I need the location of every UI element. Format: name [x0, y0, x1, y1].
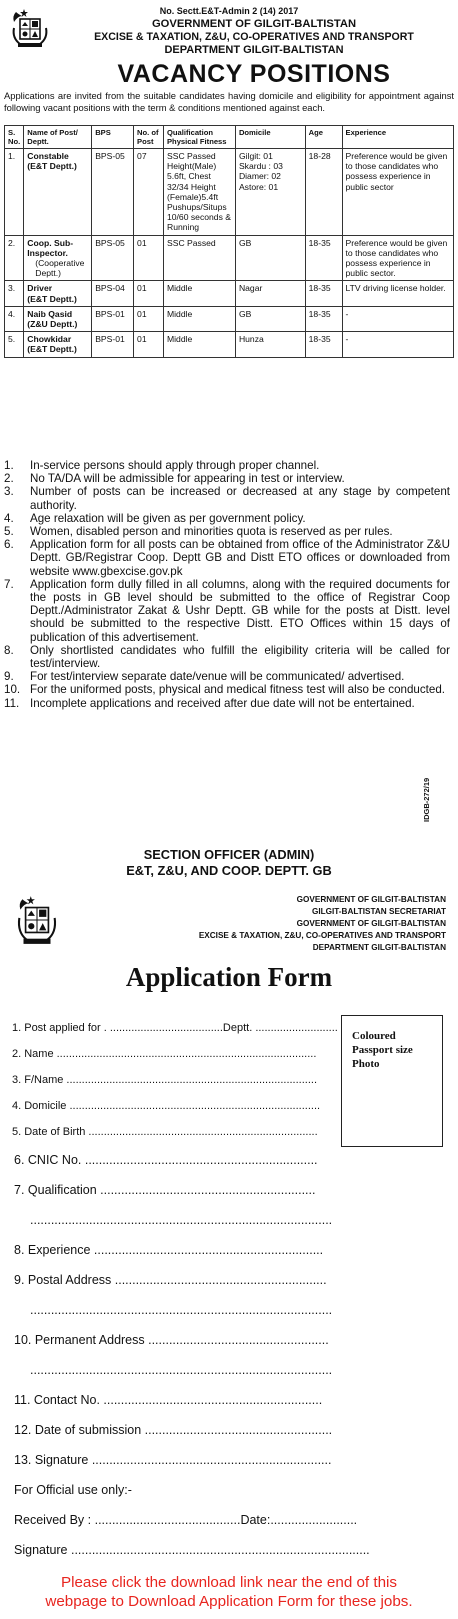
list-item: [4, 525, 450, 538]
note-number: 2.: [4, 472, 14, 486]
list-item: [4, 644, 450, 670]
ad-code-text: IDGB-272/19: [422, 777, 431, 822]
form-field-domicile[interactable]: 4. Domicile ..................................................................................: [12, 1100, 321, 1112]
form-header-department-location: DEPARTMENT GILGIT-BALTISTAN: [312, 943, 446, 952]
note-number: 10.: [4, 683, 21, 697]
row-experience: -: [342, 306, 453, 331]
form-field-official-signature[interactable]: Signature ......................................................................................: [14, 1543, 370, 1557]
list-item: [4, 459, 450, 472]
list-item: [4, 578, 450, 644]
photo-label: Coloured Passport size Photo: [352, 1030, 413, 1070]
form-field-dob[interactable]: 5. Date of Birth ...........................................................................: [12, 1126, 318, 1138]
post-department: (E&T Deptt.): [27, 293, 77, 304]
note-text: No TA/DA will be admissible for appearing in test or interview.: [30, 472, 345, 486]
row-experience: Preference would be given to those candidates who possess experience in public sector: [342, 149, 453, 236]
column-header: No. of Post: [134, 126, 164, 149]
application-form-title: Application Form: [125, 962, 333, 992]
row-num-posts: 01: [134, 281, 164, 306]
note-number: 5.: [4, 525, 14, 539]
row-domicile: GB: [235, 306, 305, 331]
note-number: 3.: [4, 485, 14, 499]
note-number: 9.: [4, 670, 14, 684]
gb-emblem-icon: [14, 893, 60, 947]
form-header-government: GOVERNMENT OF GILGIT-BALTISTAN: [296, 895, 446, 904]
column-header: Domicile: [235, 126, 305, 149]
row-age: 18-35: [305, 332, 342, 357]
row-sno: 2.: [5, 235, 24, 281]
column-header: S. No.: [5, 126, 24, 149]
table-row: [5, 235, 454, 281]
form-field-fname[interactable]: 3. F/Name ..................................................................................: [12, 1074, 318, 1086]
list-item: [4, 697, 450, 710]
row-sno: 3.: [5, 281, 24, 306]
form-field-postal-address-cont[interactable]: .......................................................................................: [30, 1303, 333, 1317]
download-notice-line-2: webpage to Download Application Form for these jobs.: [45, 1593, 413, 1610]
row-sno: 1.: [5, 149, 24, 236]
notes-list: [4, 459, 450, 710]
post-name: Driver: [27, 283, 53, 294]
photo-box: [341, 1015, 443, 1147]
row-domicile: Hunza: [235, 332, 305, 357]
row-sno: 4.: [5, 306, 24, 331]
row-experience: -: [342, 332, 453, 357]
post-name: Constable: [27, 151, 69, 161]
note-text: Application form for all posts can be obtained from office of the Administrator Z&U Deptt. GB/Registrar Coop. Deptt GB and Distt ETO offices or downloaded from website www.gbexcise.gov.pk: [30, 538, 450, 578]
header-department-location: DEPARTMENT GILGIT-BALTISTAN: [164, 44, 344, 56]
reference-number: No. Sectt.E&T-Admin 2 (14) 2017: [159, 6, 299, 16]
form-field-qualification-cont[interactable]: .......................................................................................: [30, 1213, 333, 1227]
form-field-permanent-address[interactable]: 10. Permanent Address ....................................................: [14, 1333, 329, 1347]
note-number: 6.: [4, 538, 14, 552]
table-row: [5, 149, 454, 236]
list-item: [4, 485, 450, 511]
row-bps: BPS-01: [92, 306, 134, 331]
list-item: [4, 670, 450, 683]
note-number: 1.: [4, 459, 14, 472]
column-header: Qualification Physical Fitness: [163, 126, 235, 149]
header-department: EXCISE & TAXATION, Z&U, CO-OPERATIVES AND TRANSPORT: [94, 31, 414, 43]
page-title: VACANCY POSITIONS: [117, 60, 391, 88]
row-num-posts: 01: [134, 332, 164, 357]
list-item: [4, 538, 450, 578]
row-num-posts: 01: [134, 235, 164, 281]
row-bps: BPS-04: [92, 281, 134, 306]
form-field-post[interactable]: 1. Post applied for . .....................................Deptt. ...........................: [12, 1022, 338, 1034]
row-qualification: Middle: [163, 306, 235, 331]
row-age: 18-35: [305, 281, 342, 306]
note-text: For the uniformed posts, physical and medical fitness test will also be conducted.: [30, 683, 446, 697]
column-header: Name of Post/ Deptt.: [24, 126, 92, 149]
row-domicile: Gilgit: 01 Skardu : 03 Diamer: 02 Astore: 01: [235, 149, 305, 236]
form-header-government-2: GOVERNMENT OF GILGIT-BALTISTAN: [296, 919, 446, 928]
post-department: (E&T Deptt.): [27, 344, 77, 355]
row-experience: Preference would be given to those candidates who possess experience in public sector.: [342, 235, 453, 281]
row-age: 18-28: [305, 149, 342, 236]
note-text: Application form dully filled in all columns, along with the required documents for the posts in GB level should be submitted to the office of Registrar Coop Deptt./Administrator Zakat & Ushr Deptt. GB while for the posts at Distt. level should be submitted to the respective Distt. ETO Offices within 15 days of publication of this advertisement.: [30, 577, 450, 644]
signature-title: SECTION OFFICER (ADMIN): [143, 847, 315, 862]
row-bps: BPS-05: [92, 149, 134, 236]
header-government: GOVERNMENT OF GILGIT-BALTISTAN: [151, 18, 357, 30]
form-field-contact[interactable]: 11. Contact No. ...............................................................: [14, 1393, 323, 1407]
row-post: [24, 235, 92, 281]
post-department: (E&T Deptt.): [27, 161, 77, 172]
row-post: [24, 306, 92, 331]
table-header-row: [5, 126, 454, 149]
form-field-postal-address[interactable]: 9. Postal Address .............................................................: [14, 1273, 327, 1287]
list-item: [4, 512, 450, 525]
column-header: BPS: [92, 126, 134, 149]
row-post: [24, 332, 92, 357]
row-post: [24, 281, 92, 306]
form-field-permanent-address-cont[interactable]: .......................................................................................: [30, 1363, 333, 1377]
note-text: Only shortlisted candidates who fulfill the eligibility criteria will be called for test/interview.: [30, 643, 450, 671]
form-header-department: EXCISE & TAXATION, Z&U, CO-OPERATIVES AND TRANSPORT: [198, 931, 446, 940]
post-department: (Z&U Deptt.): [27, 319, 78, 330]
row-bps: BPS-01: [92, 332, 134, 357]
table-row: [5, 306, 454, 331]
note-number: 7.: [4, 577, 14, 591]
row-domicile: Nagar: [235, 281, 305, 306]
download-notice-line-1: Please click the download link near the end of this: [60, 1574, 398, 1591]
post-name: Chowkidar: [27, 334, 72, 345]
form-header-secretariat: GILGIT-BALTISTAN SECRETARIAT: [311, 907, 446, 916]
row-qualification: SSC Passed: [163, 235, 235, 281]
list-item: [4, 472, 450, 485]
official-use-label: For Official use only:-: [14, 1483, 132, 1497]
note-number: 4.: [4, 511, 14, 525]
note-text: Number of posts can be increased or decreased at any stage by competent authority.: [30, 485, 450, 512]
note-text: For test/interview separate date/venue will be communicated/ advertised.: [30, 670, 405, 684]
ad-code: [422, 752, 434, 822]
note-text: Women, disabled person and minorities quota is reserved as per rules.: [30, 525, 393, 539]
row-num-posts: 07: [134, 149, 164, 236]
form-field-signature[interactable]: 13. Signature .....................................................................: [14, 1453, 332, 1467]
row-bps: BPS-05: [92, 235, 134, 281]
table-row: [5, 332, 454, 357]
row-experience: LTV driving license holder.: [342, 281, 453, 306]
row-qualification: Middle: [163, 332, 235, 357]
row-qualification: SSC Passed Height(Male) 5.6ft, Chest 32/34 Height (Female)5.4ft Pushups/Situps 10/60 seconds & Running: [163, 149, 235, 236]
post-name: Naib Qasid: [27, 308, 73, 319]
form-field-date-submission[interactable]: 12. Date of submission ......................................................: [14, 1423, 333, 1437]
form-field-received-by[interactable]: Received By : ..........................................Date:.........................: [14, 1513, 358, 1527]
row-age: 18-35: [305, 306, 342, 331]
row-qualification: Middle: [163, 281, 235, 306]
note-number: 8.: [4, 643, 14, 657]
note-text: Age relaxation will be given as per government policy.: [30, 511, 306, 525]
list-item: [4, 683, 450, 696]
row-post: [24, 149, 92, 236]
row-domicile: GB: [235, 235, 305, 281]
table-row: [5, 281, 454, 306]
column-header: Experience: [342, 126, 453, 149]
row-num-posts: 01: [134, 306, 164, 331]
post-department: (Cooperative Deptt.): [35, 258, 85, 279]
form-field-name[interactable]: 2. Name .....................................................................................: [12, 1048, 317, 1060]
download-notice: [0, 1573, 458, 1611]
form-field-experience[interactable]: 8. Experience ..................................................................: [14, 1243, 324, 1257]
signature-department: E&T, Z&U, AND COOP. DEPTT. GB: [126, 863, 332, 878]
intro-paragraph: Applications are invited from the suitable candidates having domicile and eligibility for appointment against following vacant positions with the term & conditions mentioned against each.: [4, 90, 454, 113]
vacancy-table: [4, 125, 454, 358]
note-text: Incomplete applications and received after due date will not be entertained.: [30, 696, 415, 710]
column-header: Age: [305, 126, 342, 149]
form-field-cnic[interactable]: 6. CNIC No. ...................................................................: [14, 1153, 318, 1167]
note-text: In-service persons should apply through proper channel.: [30, 459, 320, 472]
row-sno: 5.: [5, 332, 24, 357]
note-number: 11.: [4, 696, 20, 710]
row-age: 18-35: [305, 235, 342, 281]
form-field-qualification[interactable]: 7. Qualification ..............................................................: [14, 1183, 316, 1197]
post-name: Coop. Sub-Inspector.: [27, 237, 74, 258]
